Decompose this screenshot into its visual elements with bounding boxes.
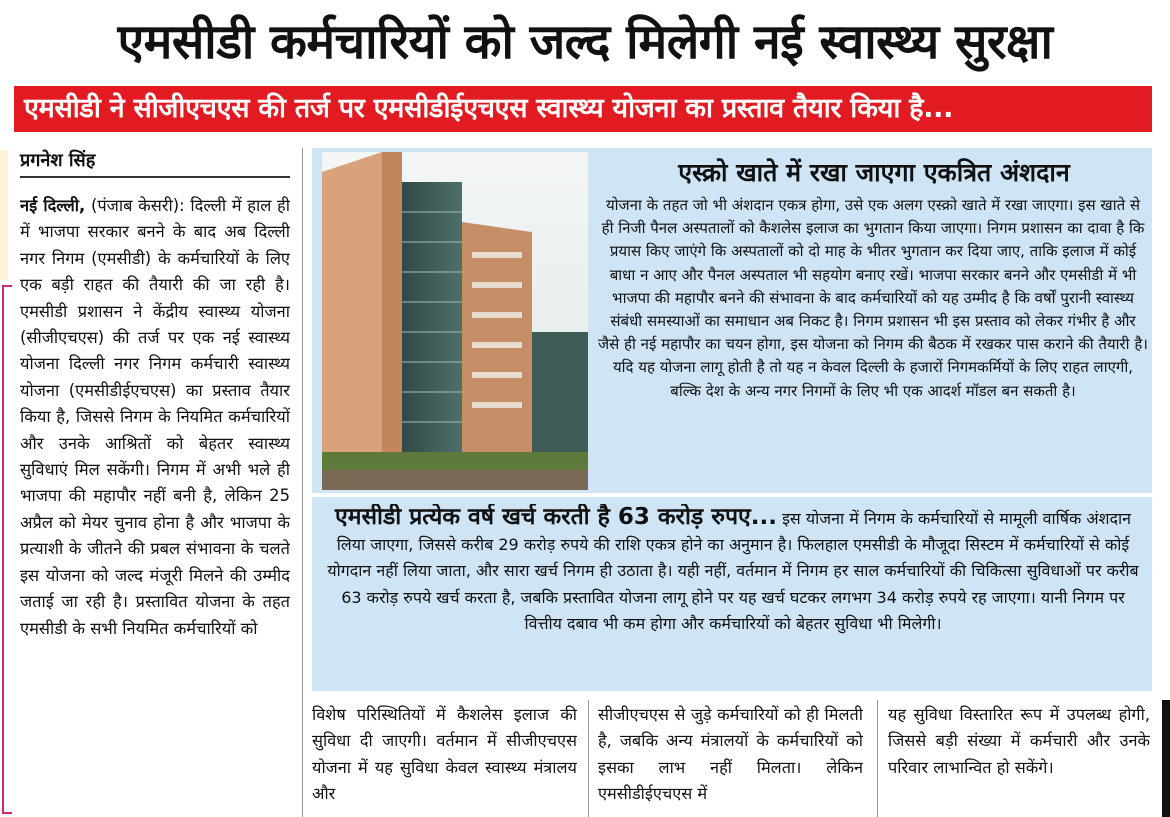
- headline: एमसीडी कर्मचारियों को जल्द मिलेगी नई स्वास्थ्य सुरक्षा: [117, 14, 1053, 70]
- column-divider: [302, 148, 303, 817]
- bottom-column-1: विशेष परिस्थितियों में कैशलेस इलाज की सुविधा दी जाएगी। वर्तमान में सीजीएचएस योजना में यह सुविधा केवल स्वास्थ्य मंत्रालय और: [312, 705, 577, 804]
- building-photo: [322, 152, 588, 490]
- margin-strip: [0, 150, 8, 280]
- author-byline: प्रगनेश सिंह: [20, 150, 96, 171]
- expense-box-content: [320, 504, 1146, 688]
- left-column: [20, 193, 290, 817]
- dateline: नई दिल्ली,: [20, 196, 86, 215]
- sidebar-box-title: एस्क्रो खाते में रखा जाएगा एकत्रित अंशदान: [678, 158, 1070, 187]
- bottom-column-2: सीजीएचएस से जुड़े कर्मचारियों को ही मिलती है, जबकि अन्य मंत्रालयों के कर्मचारियों को इसका लाभ नहीं मिलता। लेकिन एमसीडीईएचएस में: [598, 705, 863, 804]
- byline-divider: [20, 176, 290, 178]
- expense-box-text: इस योजना में निगम के कर्मचारियों से मामूली वार्षिक अंशदान लिया जाएगा, जिससे करीब 29 करोड़ रुपये की राशि एकत्र होने का अनुमान है। फिलहाल एमसीडी के मौजूदा सिस्टम में कर्मचारियों से कोई योगदान नहीं लिया जाता, और सारा खर्च निगम ही उठाता है। यही नहीं, वर्तमान में निगम हर साल कर्मचारियों की चिकित्सा सुविधाओं पर करीब 63 करोड़ रुपये खर्च करता है, जबकि प्रस्तावित योजना लागू होने पर यह खर्च घटकर लगभग 34 करोड़ रुपये रह जाएगा। यानी निगम पर वित्तीय दबाव भी कम होगा और कर्मचारियों को बेहतर सुविधा भी मिलेगी।: [327, 509, 1139, 633]
- left-column-text: दिल्ली में हाल ही में भाजपा सरकार बनने के बाद अब दिल्ली नगर निगम (एमसीडी) के कर्मचारियों के लिए एक बड़ी राहत की तैयारी की जा रही है। एमसीडी प्रशासन ने केंद्रीय स्वास्थ्य योजना (सीजीएचएस) की तर्ज पर एक नई स्वास्थ्य योजना दिल्ली नगर निगम कर्मचारी स्वास्थ्य योजना (एमसीडीईएचएस) का प्रस्ताव तैयार किया है, जिससे निगम के नियमित कर्मचारियों और उनके आश्रितों को बेहतर स्वास्थ्य सुविधाएं मिल सकेंगी। निगम में अभी भले ही भाजपा की महापौर नहीं बनी है, लेकिन 25 अप्रैल को मेयर चुनाव होना है और भाजपा के प्रत्याशी के जीतने की प्रबल संभावना के चलते इस योजना को जल्द मंजूरी मिलने की उम्मीद जताई जा रही है। प्रस्तावित योजना के तहत एमसीडी के सभी नियमित कर्मचारियों को: [20, 196, 290, 638]
- expense-box-lead: एमसीडी प्रत्येक वर्ष खर्च करती है 63 करोड़ रुपए...: [334, 504, 777, 530]
- source-credit: (पंजाब केसरी):: [90, 196, 185, 215]
- column-divider: [588, 700, 589, 817]
- sidebar-box-text: योजना के तहत जो भी अंशदान एकत्र होगा, उसे एक अलग एस्क्रो खाते में रखा जाएगा। इस खाते से ही निजी पैनल अस्पतालों को कैशलेस इलाज का भुगतान किया जाएगा। निगम प्रशासन का दावा है कि प्रयास किए जाएंगे कि अस्पतालों को दो माह के भीतर भुगतान कर दिया जाए, ताकि इलाज में कोई बाधा न आए और पैनल अस्पताल भी सहयोग बनाए रखें। भाजपा सरकार बनने और एमसीडी में भी भाजपा की महापौर बनने की संभावना के बाद कर्मचारियों को यह उम्मीद है कि वर्षों पुरानी स्वास्थ्य संबंधी समस्याओं का समाधान अब निकट है। निगम प्रशासन भी इस प्रस्ताव को लेकर गंभीर है और जैसे ही नई महापौर का चयन होगा, इस योजना को निगम की बैठक में रखकर पास कराने की तैयारी है। यदि यह योजना लागू होती है तो यह न केवल दिल्ली के हजारों निगमकर्मियों के लिए राहत लाएगी, बल्कि देश के अन्य नगर निगमों के लिए भी एक आदर्श मॉडल बन सकती है।: [598, 196, 1148, 400]
- margin-border: [2, 285, 12, 814]
- page-edge: [1162, 700, 1170, 817]
- bottom-column-3: यह सुविधा विस्तारित रूप में उपलब्ध होगी, जिससे बड़ी संख्या में कर्मचारी और उनके परिवार लाभान्वित हो सकेंगे।: [888, 705, 1150, 777]
- subheadline: एमसीडी ने सीजीएचएस की तर्ज पर एमसीडीईएचएस स्वास्थ्य योजना का प्रस्ताव तैयार किया है...: [14, 86, 1152, 132]
- column-divider: [877, 700, 878, 817]
